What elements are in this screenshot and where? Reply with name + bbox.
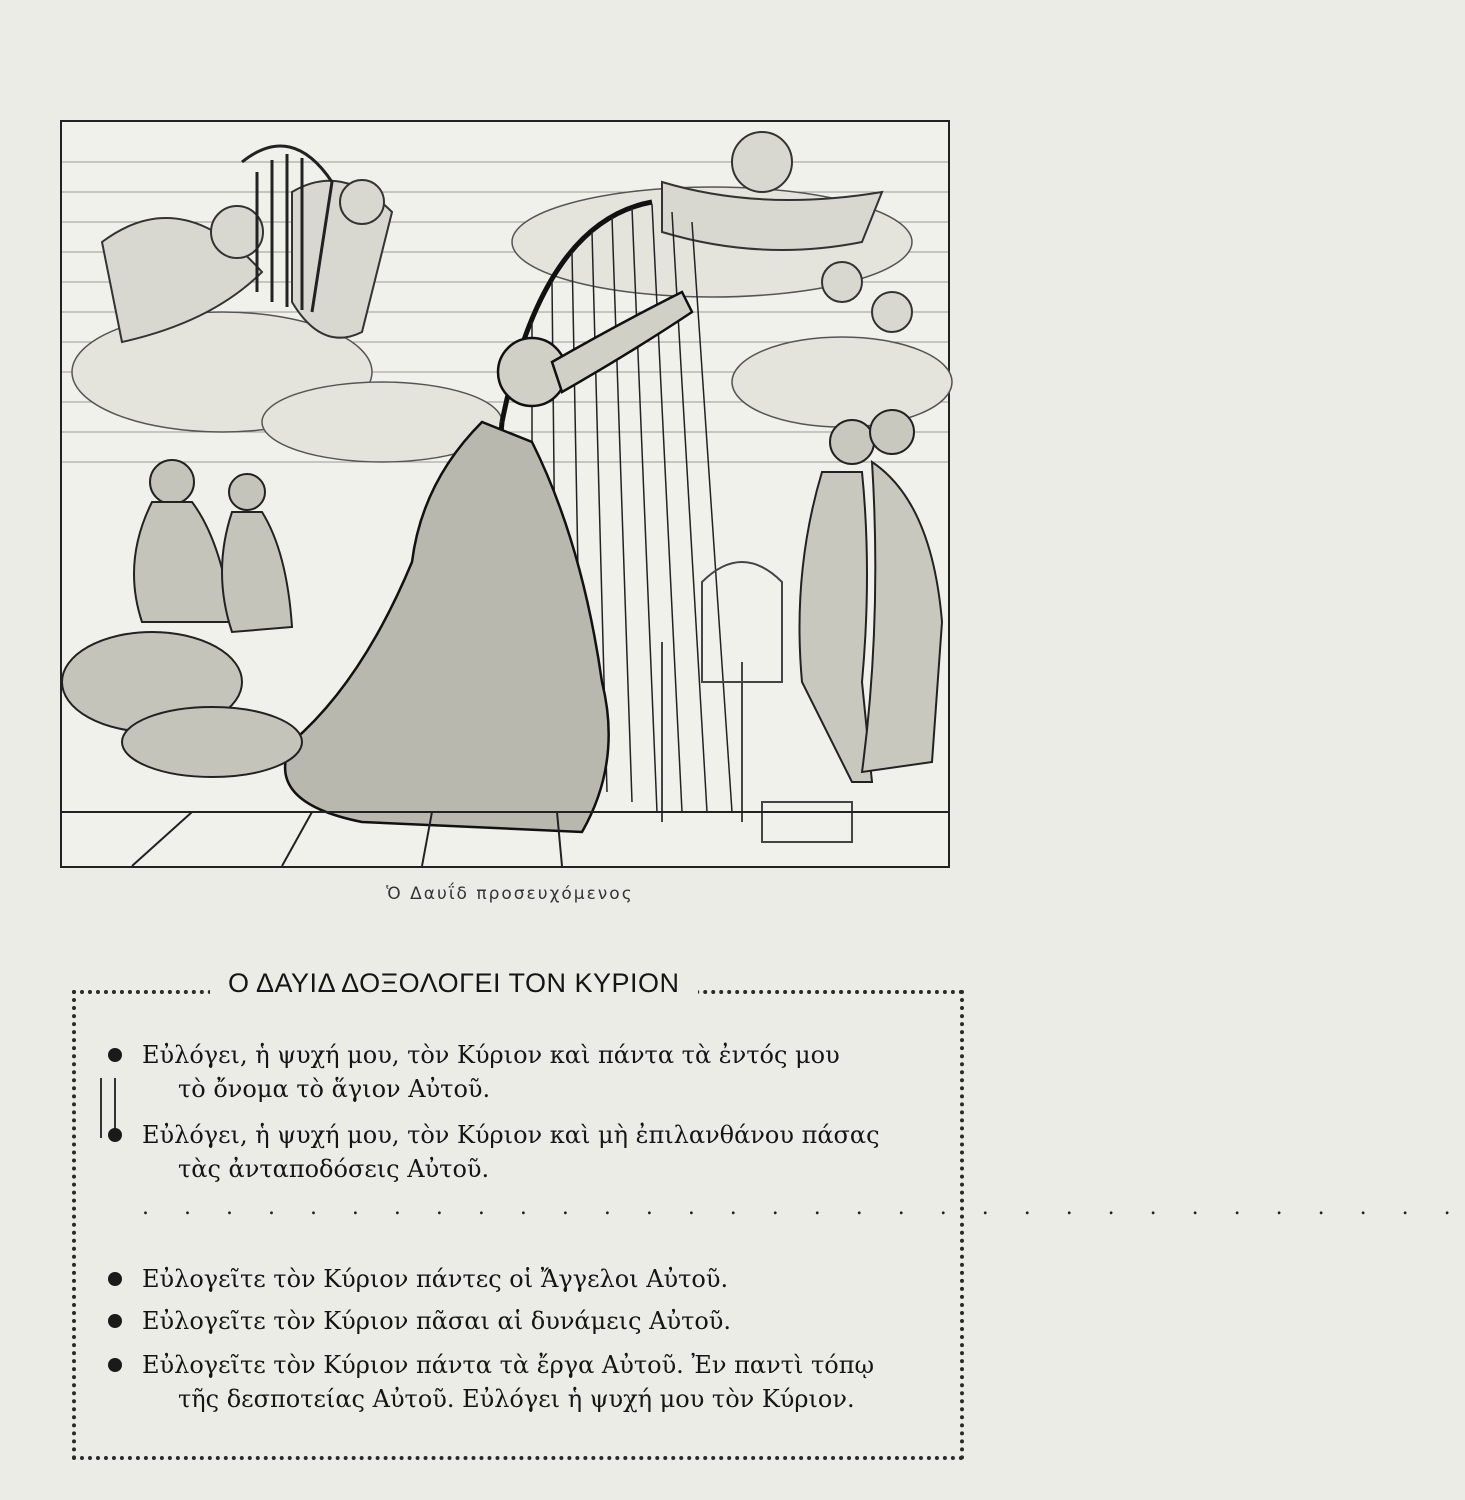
bullet-icon [108, 1358, 122, 1372]
verse-line-continuation: τὸ ὄνομα τὸ ἅγιον Αὐτοῦ. [178, 1075, 491, 1103]
illustration-caption: Ὁ Δαυΐδ προσευχόμενος [386, 884, 634, 904]
bullet-icon [108, 1048, 122, 1062]
bullet-icon [108, 1272, 122, 1286]
verse-item [108, 1118, 958, 1186]
ellipsis-separator: . . . . . . . . . . . . . . . . . . . . . . . . . . . . . . . . [142, 1195, 1465, 1220]
verse-line: Εὐλογεῖτε τὸν Κύριον πάντες οἱ Ἄγγελοι Αὐτοῦ. [142, 1265, 729, 1293]
verse-line-continuation: τῆς δεσποτείας Αὐτοῦ. Εὐλόγει ἡ ψυχή μου τὸν Κύριον. [178, 1385, 855, 1413]
verse-line: Εὐλογεῖτε τὸν Κύριον πᾶσαι αἱ δυνάμεις Αὐτοῦ. [142, 1307, 732, 1335]
verse-line: Εὐλόγει, ἡ ψυχή μου, τὸν Κύριον καὶ πάντα τὰ ἐντός μου [142, 1041, 840, 1069]
engraving-illustration [60, 120, 950, 868]
verse-item [108, 1304, 958, 1338]
psalm-heading: Ο ΔΑΥΙΔ ΔΟΞΟΛΟΓΕΙ ΤΟΝ ΚΥΡΙΟΝ [210, 968, 698, 999]
verse-item [108, 1038, 958, 1106]
bullet-icon [108, 1128, 122, 1142]
engraving-david-harp-icon [62, 122, 948, 866]
verse-line: Εὐλόγει, ἡ ψυχή μου, τὸν Κύριον καὶ μὴ ἐπιλανθάνου πάσας [142, 1121, 880, 1149]
verse-item [108, 1348, 958, 1416]
verse-line: Εὐλογεῖτε τὸν Κύριον πάντα τὰ ἔργα Αὐτοῦ. Ἐν παντὶ τόπῳ [142, 1351, 875, 1379]
verse-item [108, 1262, 958, 1296]
bullet-icon [108, 1314, 122, 1328]
verse-line-continuation: τὰς ἀνταποδόσεις Αὐτοῦ. [178, 1155, 490, 1183]
